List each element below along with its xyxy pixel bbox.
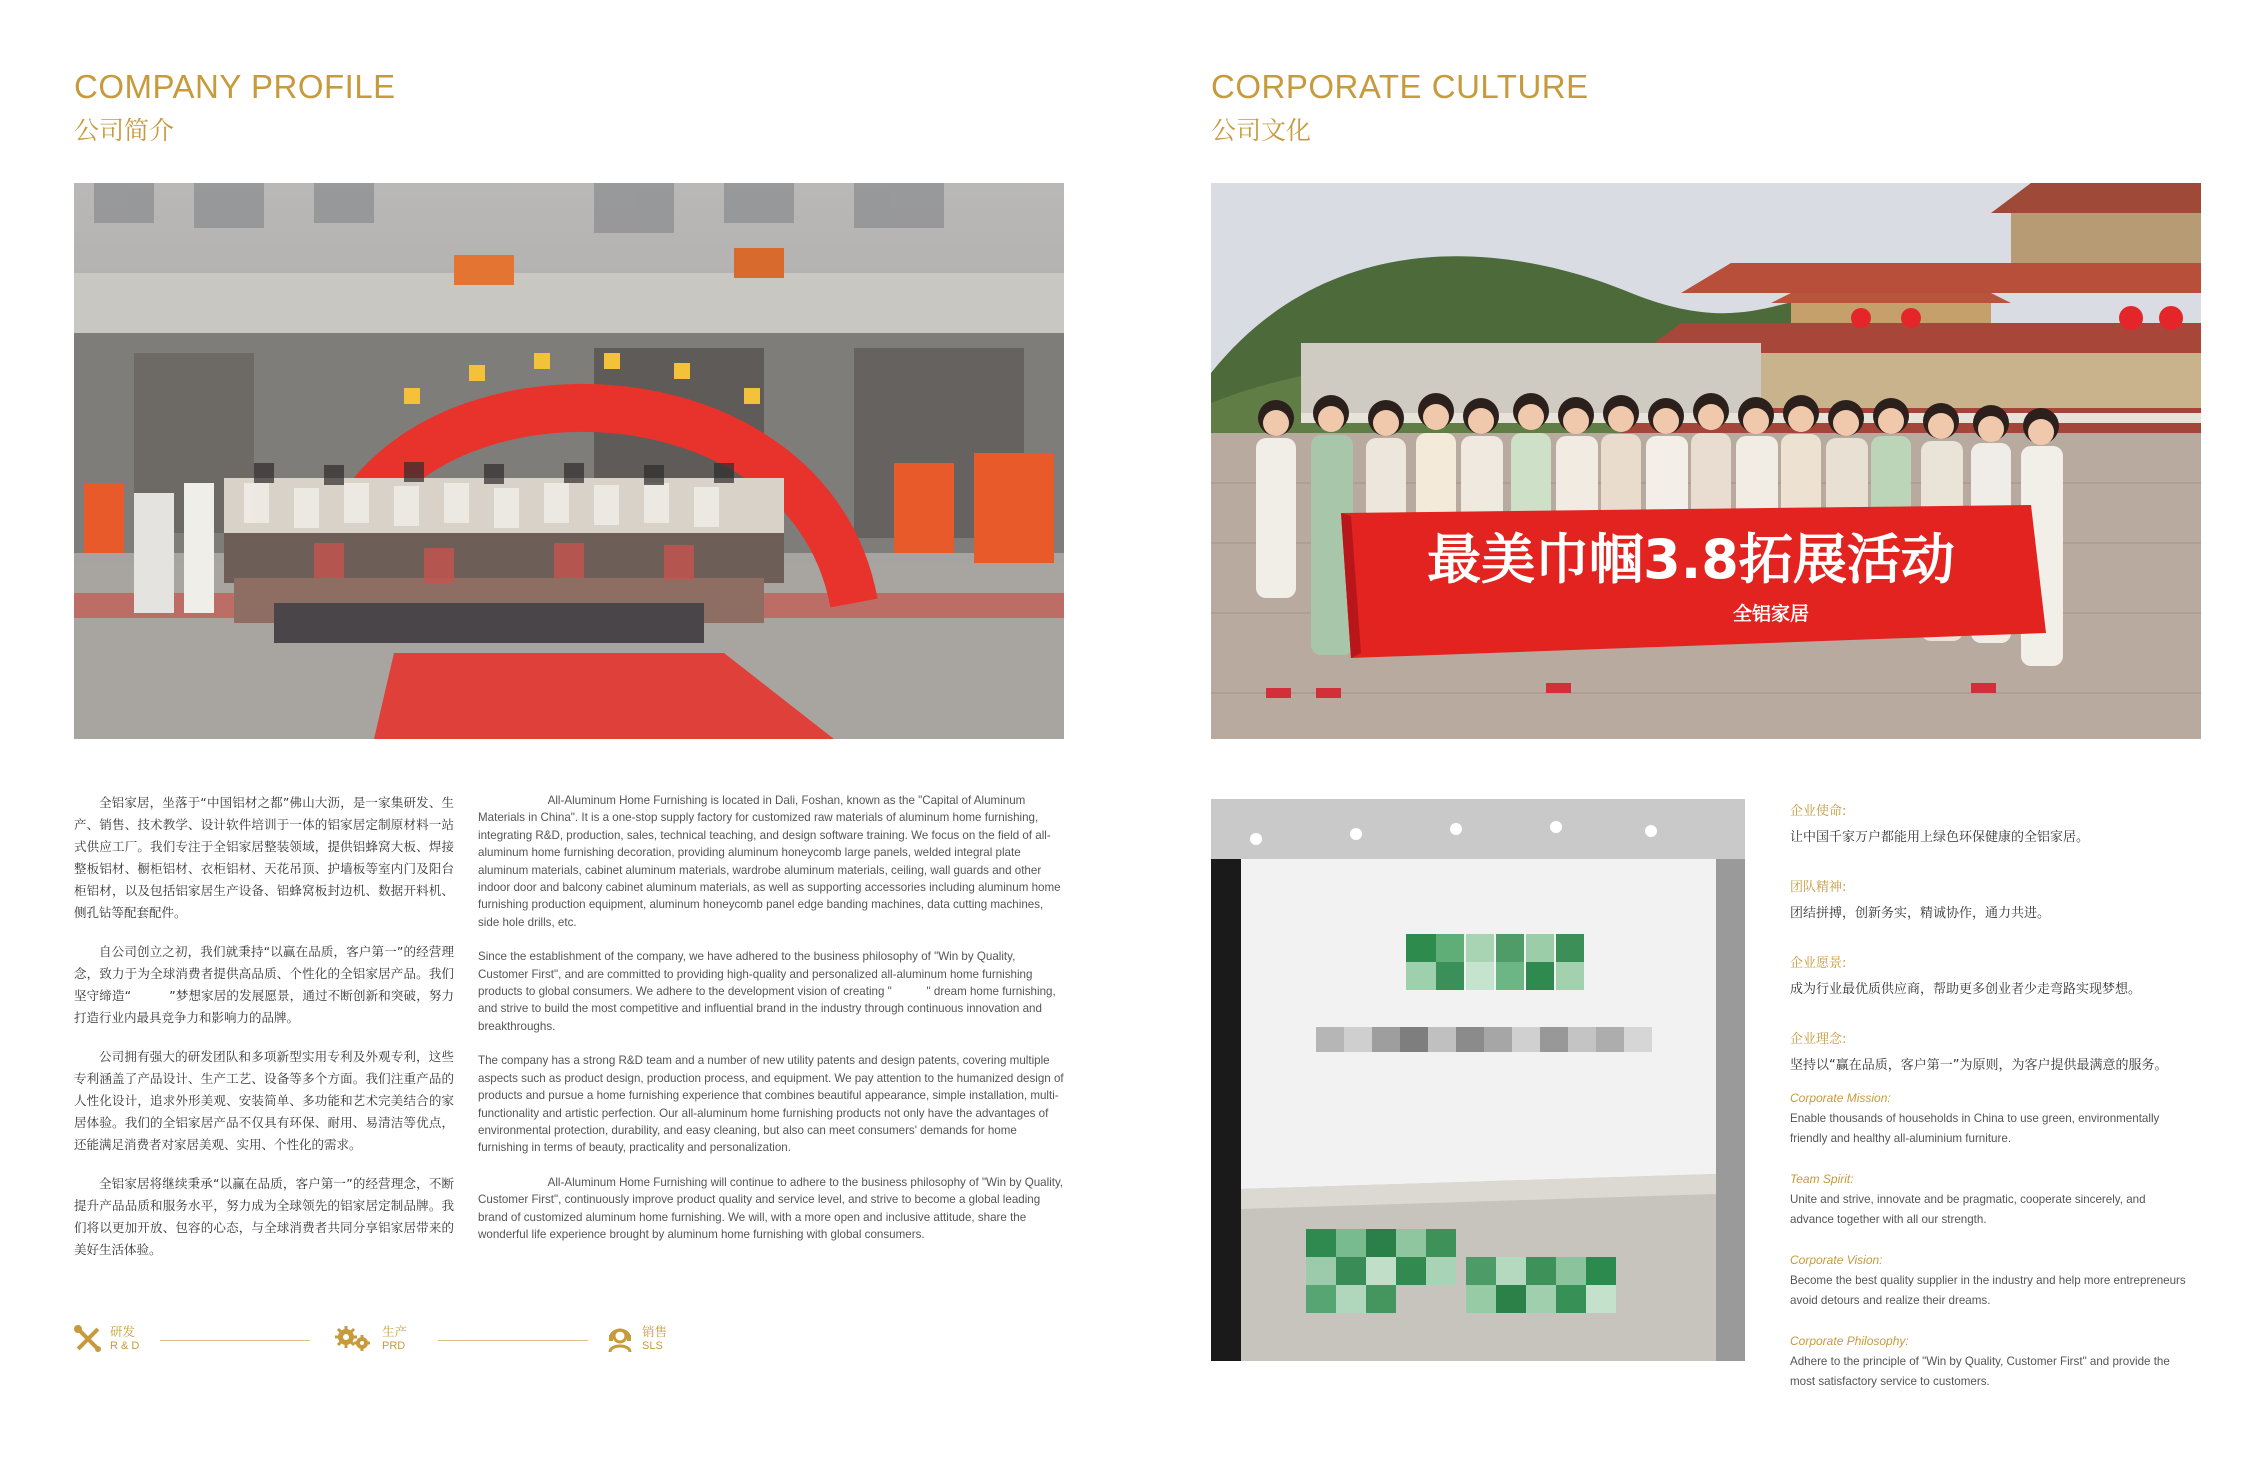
banner-subtext: 全铝家居 [1732, 603, 1810, 625]
culture-text [1790, 800, 2190, 1415]
profile-en-text [478, 792, 1064, 1260]
profile-en-paragraph: Since the establishment of the company, we have adhered to the business philosophy of "Win by Quality, Customer First", and are committed to providing high-quality and personalized all-aluminum home furnishing products to global consumers. We adhere to the development vision of creating " " dream home furnishing, and strive to build the most competitive and influential brand in the industry through continuous innovation and breakthroughs. [478, 950, 1056, 1033]
vision-text-cn: 成为行业最优质供应商，帮助更多创业者少走弯路实现梦想。 [1790, 982, 2142, 997]
spirit-title-cn: 团队精神: [1790, 880, 1847, 895]
reception-photo [1211, 799, 1745, 1361]
tools-icon [74, 1325, 102, 1353]
spirit-text-cn: 团结拼搏，创新务实，精诚协作，通力共进。 [1790, 906, 2051, 921]
profile-cn-text [74, 792, 454, 1278]
profile-cn-paragraph: 自公司创立之初，我们就秉持“以赢在品质，客户第一”的经营理念，致力于为全球消费者提供高品质、个性化的全铝家居产品。我们坚守缔造“ ”梦想家居的发展愿景，通过不断创新和突破，努力打造行业内最具竞争力和影响力的品牌。 [74, 944, 454, 1025]
philosophy-title-en: Corporate Philosophy: [1790, 1334, 1909, 1348]
production-item [334, 1324, 407, 1353]
vision-text-en: Become the best quality supplier in the industry and help more entrepreneurs avoid detours and realize their dreams. [1790, 1274, 2186, 1307]
spirit-text-en: Unite and strive, innovate and be pragmatic, cooperate sincerely, and advance together with all our strength. [1790, 1193, 2146, 1226]
mission-title-en: Corporate Mission: [1790, 1091, 1891, 1105]
team-event-photo [1211, 183, 2201, 739]
philosophy-title-cn: 企业理念: [1790, 1032, 1847, 1047]
vision-title-en: Corporate Vision: [1790, 1253, 1883, 1267]
opening-ceremony-photo [74, 183, 1064, 739]
mission-text-en: Enable thousands of households in China to use green, environmentally friendly and healthy all-aluminium furniture. [1790, 1112, 2160, 1145]
sales-label-cn: 销售 [642, 1324, 668, 1339]
philosophy-text-en: Adhere to the principle of "Win by Quality, Customer First" and provide the most satisfactory service to customers. [1790, 1355, 2170, 1388]
sales-label-en: SLS [642, 1340, 663, 1352]
rnd-item [74, 1324, 139, 1353]
rnd-label-en: R & D [110, 1340, 140, 1352]
production-label-en: PRD [382, 1340, 406, 1352]
profile-title-en: COMPANY PROFILE [74, 68, 396, 105]
profile-title-cn: 公司简介 [74, 116, 175, 145]
support-agent-icon [606, 1325, 634, 1353]
culture-title-cn: 公司文化 [1211, 116, 1312, 145]
philosophy-text-cn: 坚持以“赢在品质，客户第一”为原则，为客户提供最满意的服务。 [1790, 1058, 2168, 1073]
profile-cn-paragraph: 全铝家居，坐落于“中国铝材之都”佛山大沥，是一家集研发、生产、销售、技术教学、设计软件培训于一体的铝家居定制原材料一站式供应工厂。我们专注于全铝家居整装领域，提供铝蜂窝大板、焊接整板铝材、橱柜铝材、衣柜铝材、天花吊顶、护墙板等室内门及阳台柜铝材，以及包括铝家居生产设备、铝蜂窝板封边机、数据开料机、侧孔钻等配套配件。 [74, 795, 454, 920]
spirit-title-en: Team Spirit: [1790, 1172, 1854, 1186]
divider-line [438, 1340, 588, 1341]
banner-text: 最美巾帼3.8拓展活动 [1427, 528, 1955, 591]
mission-title-cn: 企业使命: [1790, 804, 1847, 819]
mission-text-cn: 让中国千家万户都能用上绿色环保健康的全铝家居。 [1790, 830, 2090, 845]
profile-cn-paragraph: 公司拥有强大的研发团队和多项新型实用专利及外观专利，这些专利涵盖了产品设计、生产工艺、设备等多个方面。我们注重产品的人性化设计，追求外形美观、安装简单、多功能和艺术完美结合的家居体验。我们的全铝家居产品不仅具有环保、耐用、易清洁等优点，还能满足消费者对家居美观、实用、个性化的需求。 [74, 1049, 454, 1152]
sales-item [606, 1324, 667, 1353]
rnd-label-cn: 研发 [110, 1324, 136, 1339]
profile-en-paragraph: All-Aluminum Home Furnishing is located in Dali, Foshan, known as the "Capital of Aluminum Materials in China". It is a one-stop supply factory for customized raw materials of aluminum home furnishing, integrating R&D, production, sales, technical teaching, and design software training. We focus on the field of all-aluminum home furnishing decoration, providing aluminum honeycomb large panels, welded integral plate aluminum materials, cabinet aluminum materials, wardrobe aluminum materials, ceiling, wall guards and other indoor door and balcony cabinet aluminum materials, as well as supporting accessories including aluminum home furnishing production equipment, aluminum honeycomb panel edge banding machines, data cutting machines, side hole drills, etc. [478, 794, 1061, 929]
divider-line [160, 1340, 310, 1341]
profile-en-paragraph: The company has a strong R&D team and a number of new utility patents and design patents, covering multiple aspects such as product design, production process, and equipment. We pay attention to the humanized design of products and pursue a home furnishing experience that combines beautiful appearance, simple installation, multi-functionality and artistic perfection. Our all-aluminum home furnishing products not only have the advantages of environmental protection, durability, and easy cleaning, but also can meet consumers' demands for home furnishing in terms of beauty, practicality and personalization. [478, 1054, 1064, 1155]
gears-icon [334, 1325, 374, 1353]
vision-title-cn: 企业愿景: [1790, 956, 1847, 971]
profile-cn-paragraph: 全铝家居将继续秉承“以赢在品质，客户第一”的经营理念，不断提升产品品质和服务水平，努力成为全球领先的铝家居定制品牌。我们将以更加开放、包容的心态，与全球消费者共同分享铝家居带来的美好生活体验。 [74, 1176, 454, 1257]
profile-en-paragraph: All-Aluminum Home Furnishing will continue to adhere to the business philosophy of "Win by Quality, Customer First", continuously improve product quality and service level, and strive to become a global leading brand of customized aluminum home furnishing. We will, with a more open and inclusive attitude, share the wonderful life experience brought by aluminum home furnishing with global consumers. [478, 1175, 1064, 1241]
production-label-cn: 生产 [382, 1324, 408, 1339]
culture-title-en: CORPORATE CULTURE [1211, 68, 1589, 105]
